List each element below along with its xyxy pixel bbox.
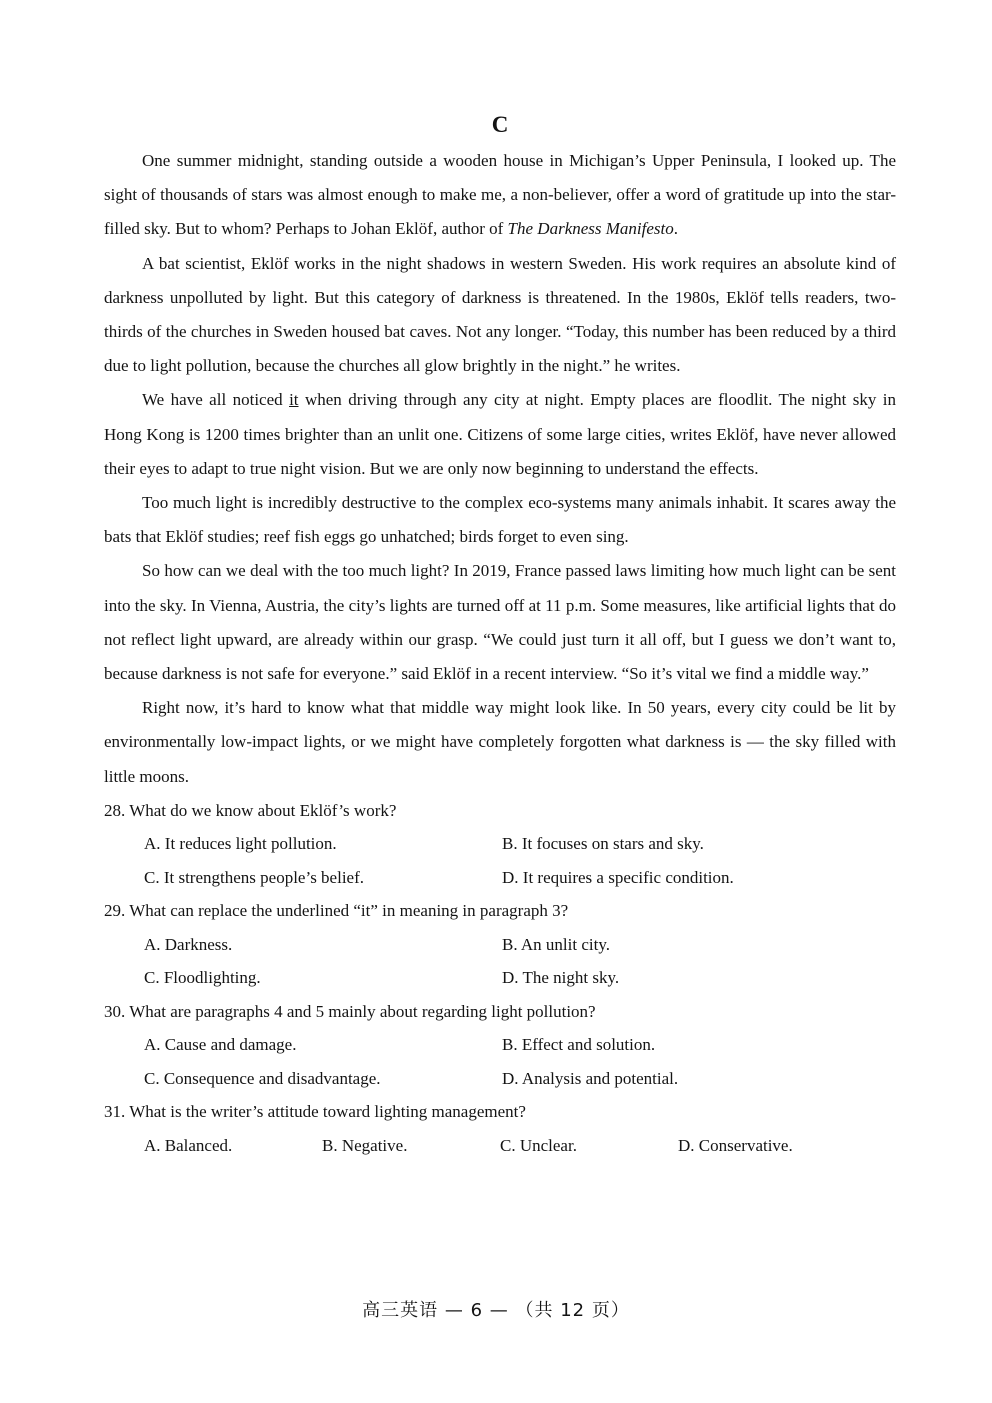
option-a: A. Balanced. bbox=[144, 1135, 233, 1155]
option-d: D. Analysis and potential. bbox=[502, 1068, 679, 1088]
option-c: C. Consequence and disadvantage. bbox=[144, 1068, 381, 1088]
option-b: B. Effect and solution. bbox=[502, 1035, 656, 1055]
paragraph-3-text: We have all noticed bbox=[142, 390, 290, 410]
option-row bbox=[104, 1028, 896, 1062]
option-a: A. Cause and damage. bbox=[144, 1035, 297, 1055]
option-c: C. Unclear. bbox=[500, 1135, 577, 1155]
option-a: A. Darkness. bbox=[144, 934, 233, 954]
section-letter: C bbox=[491, 112, 509, 137]
option-row bbox=[104, 1062, 896, 1096]
page-footer: 高三英语 — 6 — （共 12 页） bbox=[362, 1300, 630, 1321]
question-31 bbox=[104, 1095, 896, 1162]
question-stem: 29. What can replace the underlined “it” in meaning in paragraph 3? bbox=[104, 901, 569, 921]
underlined-it: it bbox=[289, 390, 299, 410]
paragraph-3-rest: when driving through any city at night. Empty places are floodlit. The night sky in Hong Kong is 1200 times brighter than an unlit one. Citizens of some large cities, writes Eklöf, have never allowed their eyes to adapt to true night vision. But we are only now beginning to understand the effects. bbox=[104, 390, 896, 478]
option-b: B. Negative. bbox=[322, 1135, 408, 1155]
option-c: C. It strengthens people’s belief. bbox=[144, 867, 365, 887]
option-c: C. Floodlighting. bbox=[144, 968, 261, 988]
question-stem: 28. What do we know about Eklöf’s work? bbox=[104, 800, 397, 820]
passage-paragraph-5: So how can we deal with the too much light? In 2019, France passed laws limiting how much light can be sent into the sky. In Vienna, Austria, the city’s lights are turned off at 11 p.m. Some measures, like artificial lights that do not reflect light upward, are already within our grasp. “We could just turn it all off, but I guess we don’t want to, because darkness is not safe for everyone.” said Eklöf in a recent interview. “So it’s vital we find a middle way.” bbox=[104, 561, 896, 684]
option-a: A. It reduces light pollution. bbox=[144, 834, 337, 854]
book-title: The Darkness Manifesto bbox=[507, 219, 674, 239]
question-29 bbox=[104, 894, 896, 995]
option-d: D. Conservative. bbox=[678, 1135, 793, 1155]
paragraph-1-end: . bbox=[673, 219, 679, 239]
question-28 bbox=[104, 794, 896, 895]
option-row bbox=[104, 961, 896, 995]
question-stem: 30. What are paragraphs 4 and 5 mainly about regarding light pollution? bbox=[104, 1001, 596, 1021]
passage-paragraph-6: Right now, it’s hard to know what that middle way might look like. In 50 years, every city could be lit by environmentally low-impact lights, or we might have completely forgotten what darkness is — the sky filled with little moons. bbox=[104, 698, 896, 786]
option-row bbox=[104, 928, 896, 962]
passage-paragraph-2: A bat scientist, Eklöf works in the night shadows in western Sweden. His work requires an absolute kind of darkness unpolluted by light. But this category of darkness is threatened. In the 1980s, Eklöf tells readers, two-thirds of the churches in Sweden housed bat caves. Not any longer. “Today, this number has been reduced by a third due to light pollution, because the churches all glow brightly in the night.” he writes. bbox=[104, 253, 896, 376]
passage-paragraph-3 bbox=[104, 383, 896, 486]
option-d: D. It requires a specific condition. bbox=[502, 867, 734, 887]
option-b: B. It focuses on stars and sky. bbox=[502, 834, 704, 854]
option-row bbox=[104, 861, 896, 895]
paragraph-1-text: One summer midnight, standing outside a wooden house in Michigan’s Upper Peninsula, I looked up. The sight of thousands of stars was almost enough to make me, a non-believer, offer a word of gratitude up into the star-filled sky. But to whom? Perhaps to Johan Eklöf, author of bbox=[104, 151, 896, 239]
passage-paragraph-1 bbox=[104, 144, 896, 247]
option-b: B. An unlit city. bbox=[502, 934, 610, 954]
question-stem: 31. What is the writer’s attitude toward lighting management? bbox=[104, 1102, 526, 1122]
option-d: D. The night sky. bbox=[502, 968, 620, 988]
option-row bbox=[104, 827, 896, 861]
question-30 bbox=[104, 995, 896, 1096]
option-row bbox=[104, 1129, 896, 1163]
passage-paragraph-4: Too much light is incredibly destructive to the complex eco-systems many animals inhabit. It scares away the bats that Eklöf studies; reef fish eggs go unhatched; birds forget to even sing. bbox=[104, 493, 896, 547]
